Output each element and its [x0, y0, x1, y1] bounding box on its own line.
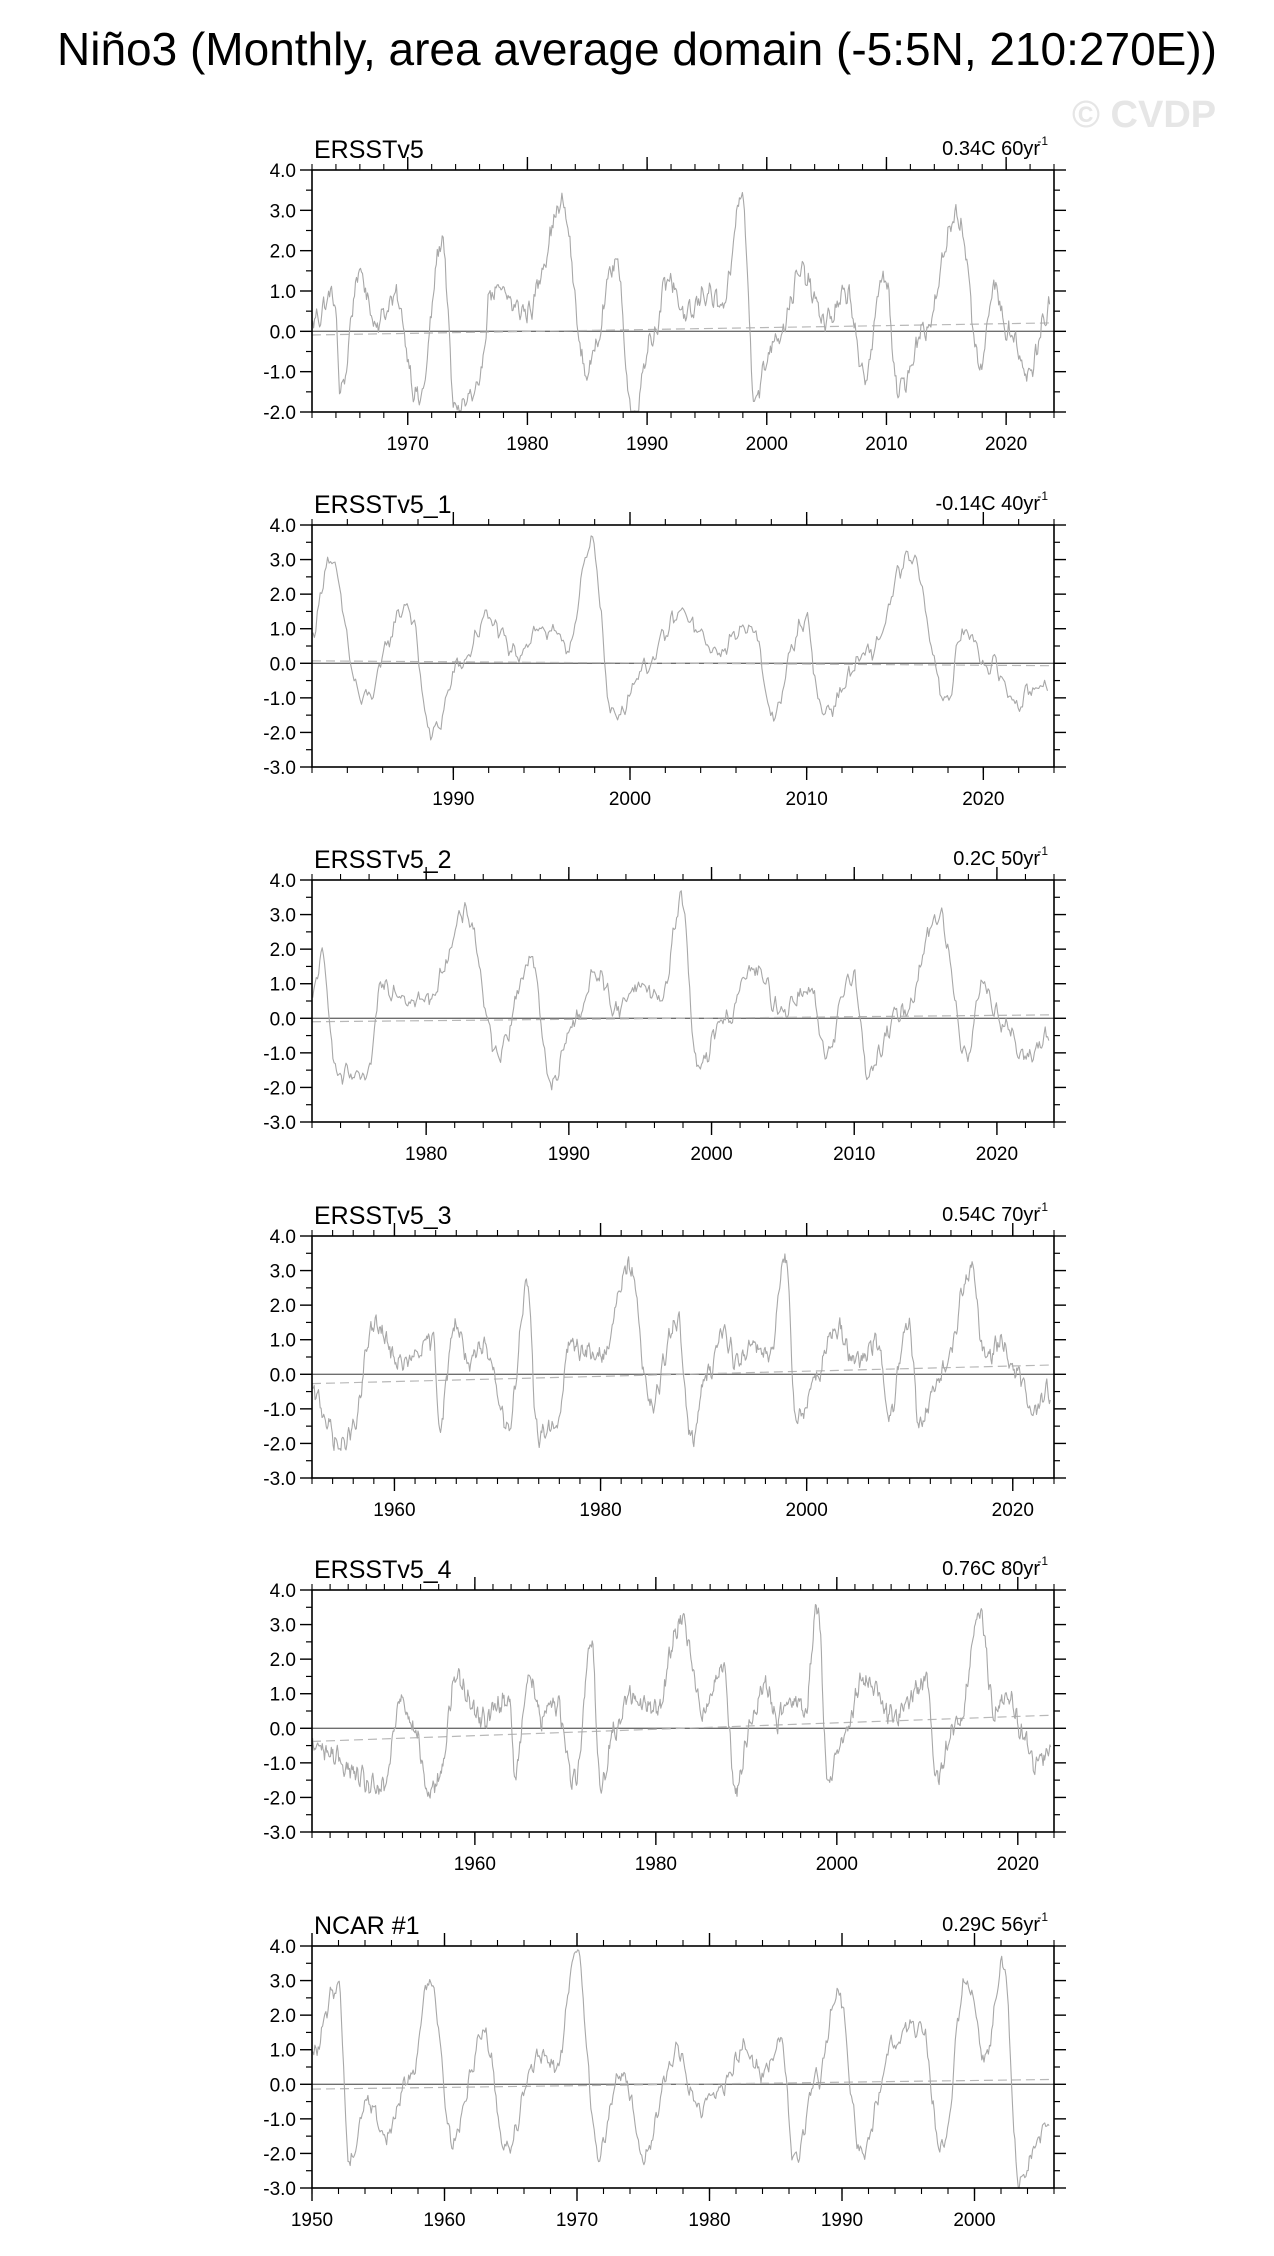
chart-panel-2	[263, 489, 1066, 810]
x-tick-label: 1980	[579, 1500, 622, 1521]
x-tick-label: 1960	[423, 2210, 466, 2231]
y-tick-label: 1.0	[269, 1684, 296, 1706]
trend-line	[312, 323, 1054, 335]
y-tick-label: 3.0	[269, 1971, 296, 1993]
trend-label-superscript: -1	[1037, 489, 1048, 503]
x-tick-label: 1990	[432, 789, 475, 810]
plot-frame	[312, 1946, 1054, 2188]
y-tick-label: 2.0	[269, 940, 296, 962]
y-tick-label: 2.0	[269, 1650, 296, 1672]
x-tick-label: 2020	[996, 1854, 1039, 1875]
x-tick-label: 2020	[975, 1144, 1019, 1165]
y-tick-label: -1.0	[263, 2109, 296, 2131]
y-tick-label: 4.0	[269, 516, 296, 537]
y-tick-label: 3.0	[269, 201, 296, 223]
y-tick-label: -1.0	[263, 362, 296, 384]
series-line	[313, 1950, 1049, 2188]
y-tick-label: -2.0	[263, 723, 296, 745]
y-tick-label: -1.0	[263, 1043, 296, 1065]
series-line	[313, 1254, 1051, 1451]
chart-panel-3	[263, 844, 1066, 1165]
plot-frame	[312, 170, 1054, 412]
y-tick-label: 2.0	[269, 585, 296, 607]
trend-label: 0.54C 70yr	[942, 1204, 1040, 1226]
trend-label: 0.34C 60yr	[942, 138, 1040, 160]
y-tick-label: -2.0	[263, 1788, 296, 1810]
chart-panel-4	[263, 1200, 1066, 1521]
y-tick-label: 4.0	[269, 1227, 296, 1248]
trend-label: 0.76C 80yr	[942, 1558, 1040, 1580]
y-tick-label: 1.0	[269, 619, 296, 641]
y-tick-label: 4.0	[269, 1937, 296, 1958]
page-title: Niño3 (Monthly, area average domain (-5:5N, 210:270E))	[57, 23, 1217, 75]
y-tick-label: 4.0	[269, 161, 296, 182]
y-tick-label: -2.0	[263, 403, 296, 424]
x-tick-label: 2010	[833, 1144, 876, 1165]
trend-label: 0.2C 50yr	[953, 848, 1040, 870]
x-tick-label: 2020	[984, 434, 1028, 455]
series-line	[313, 1605, 1051, 1799]
y-tick-label: 2.0	[269, 1296, 296, 1318]
y-tick-label: -2.0	[263, 2144, 296, 2166]
x-tick-label: 1970	[386, 434, 429, 455]
trend-label-superscript: -1	[1037, 134, 1048, 148]
x-tick-label: 2010	[865, 434, 908, 455]
x-tick-label: 1990	[547, 1144, 590, 1165]
y-tick-label: -1.0	[263, 1753, 296, 1775]
y-tick-label: -3.0	[263, 1469, 296, 1490]
trend-label-superscript: -1	[1037, 1200, 1048, 1214]
series-line	[313, 891, 1049, 1090]
series-line	[313, 536, 1048, 740]
x-tick-label: 2020	[962, 789, 1005, 810]
chart-panel-6	[263, 1910, 1066, 2231]
x-tick-label: 2000	[608, 789, 652, 810]
x-tick-label: 2010	[785, 789, 828, 810]
y-tick-label: -3.0	[263, 2179, 296, 2200]
x-tick-label: 2000	[815, 1854, 858, 1875]
y-tick-label: -2.0	[263, 1434, 296, 1456]
x-tick-label: 1990	[820, 2210, 864, 2231]
panel-title: NCAR #1	[314, 1912, 420, 1940]
x-tick-label: 1960	[453, 1854, 497, 1875]
trend-label: -0.14C 40yr	[935, 493, 1040, 515]
y-tick-label: 0.0	[269, 654, 296, 676]
chart-panel-1	[263, 134, 1066, 455]
panel-title: ERSSTv5_4	[314, 1556, 452, 1584]
trend-label-superscript: -1	[1037, 844, 1048, 858]
y-tick-label: 1.0	[269, 282, 296, 303]
y-tick-label: -2.0	[263, 1078, 296, 1100]
x-tick-label: 1980	[405, 1144, 448, 1165]
x-tick-label: 2020	[991, 1500, 1034, 1521]
y-tick-label: -1.0	[263, 1399, 296, 1421]
plot-frame	[312, 1236, 1054, 1478]
trend-label-superscript: -1	[1037, 1554, 1048, 1568]
x-tick-label: 1970	[555, 2210, 599, 2231]
y-tick-label: 1.0	[269, 2040, 296, 2062]
y-tick-label: 0.0	[269, 1009, 296, 1031]
y-tick-label: -1.0	[263, 688, 296, 710]
x-tick-label: 2000	[953, 2210, 996, 2231]
y-tick-label: 0.0	[269, 322, 296, 344]
chart-panel-5	[263, 1554, 1066, 1875]
x-tick-label: 2000	[785, 1500, 828, 1521]
watermark: © CVDP	[1072, 94, 1217, 136]
y-tick-label: 0.0	[269, 1365, 296, 1387]
y-tick-label: 0.0	[269, 2075, 296, 2097]
y-tick-label: -3.0	[263, 1113, 296, 1134]
y-tick-label: 3.0	[269, 550, 296, 572]
x-tick-label: 1980	[688, 2210, 731, 2231]
trend-label: 0.29C 56yr	[942, 1914, 1040, 1936]
y-tick-label: 3.0	[269, 1261, 296, 1283]
y-tick-label: 1.0	[269, 974, 296, 996]
trend-label-superscript: -1	[1037, 1910, 1048, 1924]
y-tick-label: 1.0	[269, 1330, 296, 1352]
series-line	[313, 193, 1050, 412]
y-tick-label: -3.0	[263, 1823, 296, 1844]
x-tick-label: 1950	[290, 2210, 334, 2231]
y-tick-label: 4.0	[269, 1581, 296, 1602]
plot-frame	[312, 525, 1054, 767]
panel-title: ERSSTv5	[314, 136, 424, 164]
panel-title: ERSSTv5_2	[314, 846, 452, 874]
x-tick-label: 1990	[625, 434, 669, 455]
y-tick-label: -3.0	[263, 758, 296, 779]
y-tick-label: 4.0	[269, 871, 296, 892]
x-tick-label: 2000	[690, 1144, 733, 1165]
x-tick-label: 1980	[506, 434, 549, 455]
y-tick-label: 3.0	[269, 1615, 296, 1637]
panel-title: ERSSTv5_1	[314, 491, 452, 519]
y-tick-label: 2.0	[269, 2006, 296, 2028]
plot-frame	[312, 1590, 1054, 1832]
x-tick-label: 2000	[745, 434, 788, 455]
y-tick-label: 3.0	[269, 905, 296, 927]
y-tick-label: 0.0	[269, 1719, 296, 1741]
y-tick-label: 2.0	[269, 241, 296, 263]
x-tick-label: 1960	[373, 1500, 416, 1521]
panel-title: ERSSTv5_3	[314, 1202, 452, 1230]
x-tick-label: 1980	[634, 1854, 677, 1875]
